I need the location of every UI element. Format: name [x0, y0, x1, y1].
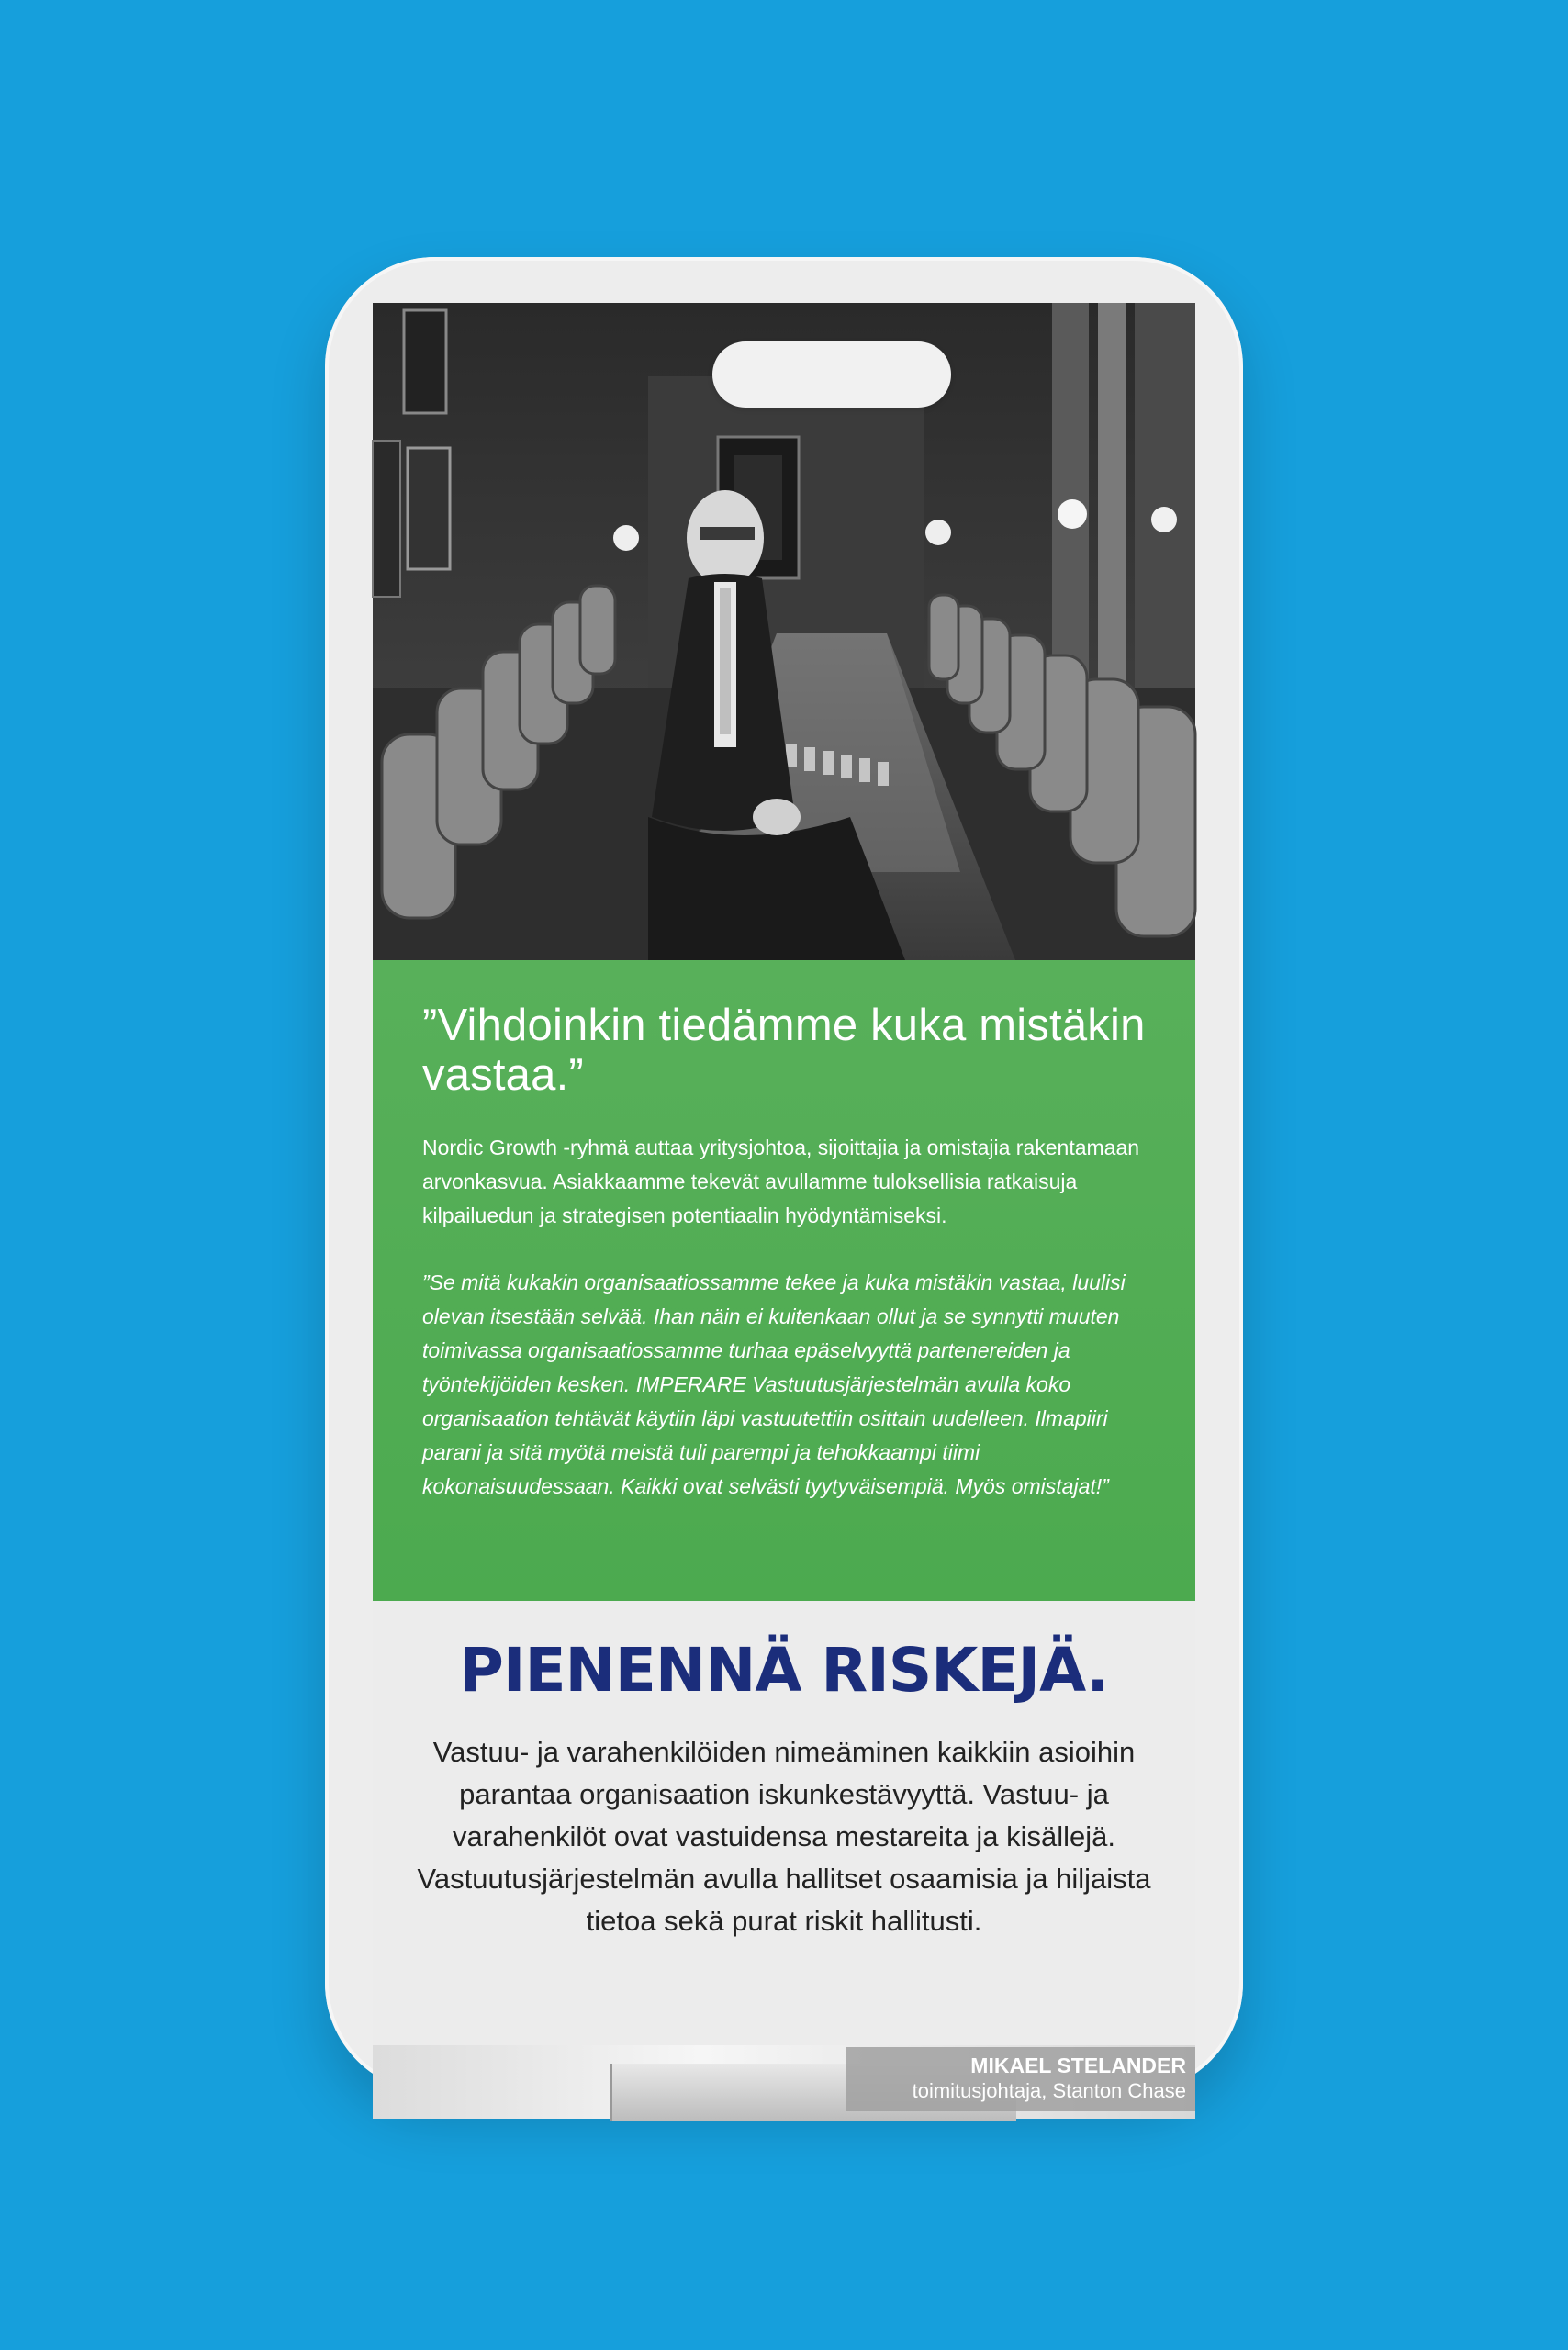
section-body: Vastuu- ja varahenkilöiden nimeäminen kaikkiin asioihin parantaa organisaation iskunkestävyyttä. Vastuu- ja varahenkilöt ovat vastuidensa mestareita ja kisällejä. Vastuutusjärjestelmän avulla hallitset osaamisia ja hiljaista tietoa sekä purat riskit hallitusti. — [417, 1736, 1151, 1937]
risk-section — [373, 1601, 1195, 2047]
intro-text: Nordic Growth -ryhmä auttaa yritysjohtoa, sijoittajia ja omistajia rakentamaan arvonkasvua. Asiakkaamme tekevät avullamme tuloksellisia ratkaisuja kilpailuedun ja strategisen potentiaalin hyödyntämiseksi. — [422, 1136, 1140, 1227]
quote-title: ”Vihdoinkin tiedämme kuka mistäkin vastaa.” — [422, 1001, 1146, 1100]
caption-name: MIKAEL STELANDER — [970, 2053, 1186, 2077]
section-headline: PIENENNÄ RISKEJÄ. — [459, 1635, 1109, 1706]
testimonial-panel — [373, 960, 1195, 1601]
phone-frame — [325, 257, 1243, 2102]
caption-role: toimitusjohtaja, Stanton Chase — [912, 2079, 1186, 2102]
testimonial-text: ”Se mitä kukakin organisaatiossamme tekee ja kuka mistäkin vastaa, luulisi olevan itsestään selvää. Ihan näin ei kuitenkaan ollut ja se synnytti muuten toimivassa organisaatiossamme turhaa epäselvyyttä partenereiden ja työntekijöiden kesken. IMPERARE Vastuutusjärjestelmän avulla koko organisaation tehtävät käytiin läpi vastuutettiin osittain uudelleen. Ilmapiiri parani ja sitä myötä meistä tuli parempi ja tehokkaampi tiimi kokonaisuudessaan. Kaikki ovat selvästi tyytyväisempiä. Myös omistajat!” — [422, 1270, 1126, 1498]
camera-notch — [712, 341, 951, 408]
person-caption — [846, 2047, 1195, 2111]
phone-screen — [373, 303, 1195, 2102]
